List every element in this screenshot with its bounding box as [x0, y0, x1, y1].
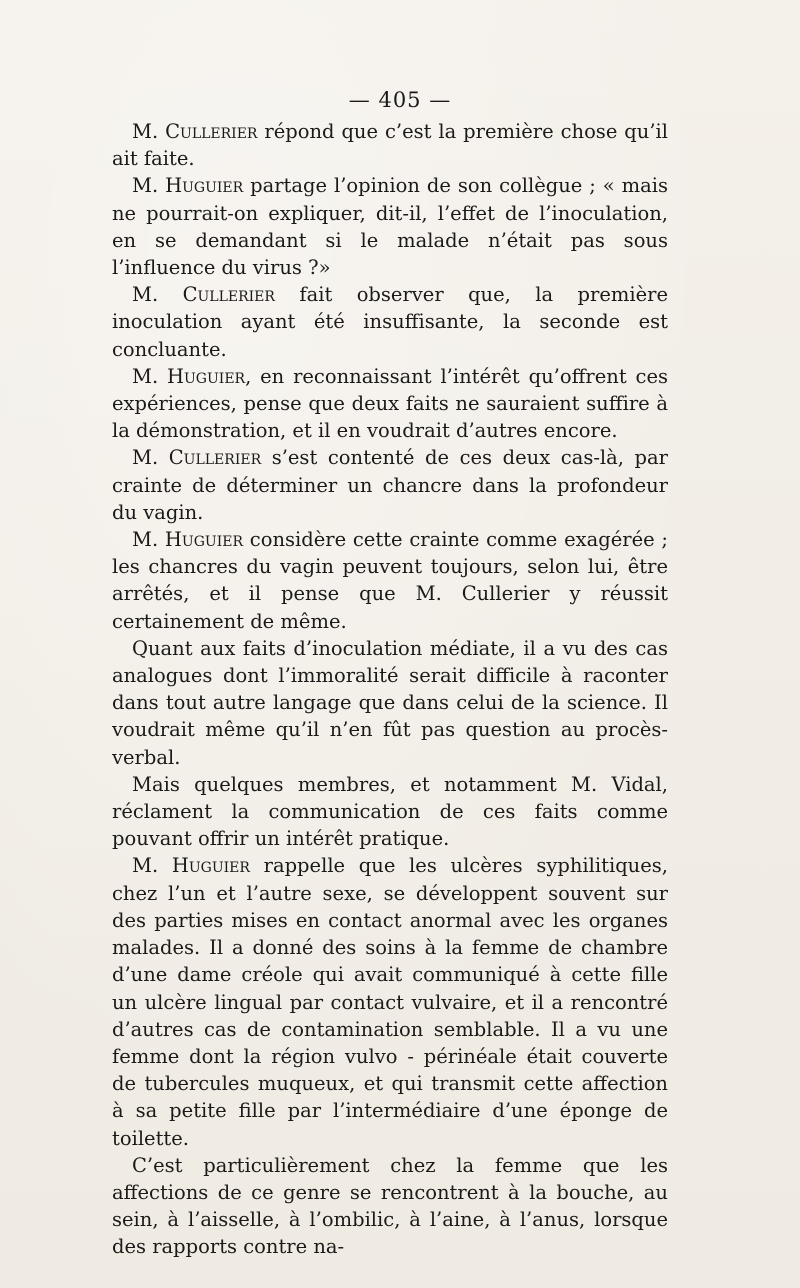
paragraph-text: Quant aux faits d’inoculation médiate, il a vu des cas analogues dont l’immoralité serait difficile à raconter dans tout autre langage que dans celui de la science. Il voudrait même qu’il n’en fût pas question au procès-verbal.	[112, 636, 668, 769]
paragraph-text: rappelle que les ulcères syphilitiques, chez l’un et l’autre sexe, se développent souvent sur des parties mises en contact anormal avec les organes malades. Il a donné des soins à la femme de chambre d’une dame créole qui avait communiqué à cette fille un ulcère lingual par contact vulvaire, et il a rencontré d’autres cas de contamination semblable. Il a vu une femme dont la région vulvo - périnéale était couverte de tubercules muqueux, et qui transmit cette affection à sa petite fille par l’intermédiaire d’une éponge de toilette.	[112, 854, 668, 1150]
paragraph	[112, 444, 668, 526]
paragraph	[112, 118, 668, 172]
paragraph-text: s’est contenté de ces deux cas-là, par crainte de déterminer un chancre dans la profondeur du vagin.	[112, 446, 668, 524]
speaker-name: M. Cullerier	[132, 120, 258, 143]
speaker-name: M. Cullerier	[132, 283, 275, 307]
paragraph	[112, 635, 668, 771]
paragraph-text: répond que c’est la première chose qu’il ait faite.	[112, 120, 668, 171]
speaker-name: M. Cullerier	[132, 446, 262, 470]
paragraph	[112, 172, 668, 281]
paragraph	[112, 771, 668, 853]
speaker-name: M. Huguier	[132, 854, 250, 878]
paragraph	[112, 1152, 668, 1261]
paragraph-text: Mais quelques membres, et notamment M. Vidal, réclament la communication de ces faits comme pouvant offrir un intérêt pratique.	[112, 772, 668, 851]
paragraph-text: considère cette crainte comme exagérée ; les chancres du vagin peuvent toujours, selon lui, être arrêtés, et il pense que M. Cullerier y réussit certainement de même.	[112, 528, 668, 633]
paragraph	[112, 281, 668, 363]
paragraph	[112, 526, 668, 635]
body-text	[112, 118, 668, 1261]
speaker-name: M. Huguier	[132, 364, 246, 388]
paragraph	[112, 363, 668, 445]
paragraph-text: , en reconnaissant l’intérêt qu’offrent ces expériences, pense que deux faits ne sauraient suffire à la démonstration, et il en voudrait d’autres encore.	[112, 364, 668, 443]
speaker-name: M. Huguier	[132, 174, 244, 198]
speaker-name: M. Huguier	[132, 528, 244, 552]
paragraph-text: partage l’opinion de son collègue ; « mais ne pourrait-on expliquer, dit-il, l’effet de l’inoculation, en se demandant si le malade n’était pas sous l’influence du virus ?»	[112, 174, 668, 280]
page-number: — 405 —	[348, 88, 452, 112]
paragraph-text: C’est particulièrement chez la femme que les affections de ce genre se rencontrent à la bouche, au sein, à l’aisselle, à l’ombilic, à l’aine, à l’anus, lorsque des rapports contre na-	[112, 1153, 668, 1259]
paragraph	[112, 852, 668, 1151]
paragraph-text: fait observer que, la première inoculation ayant été insuffisante, la seconde est concluante.	[112, 283, 669, 361]
